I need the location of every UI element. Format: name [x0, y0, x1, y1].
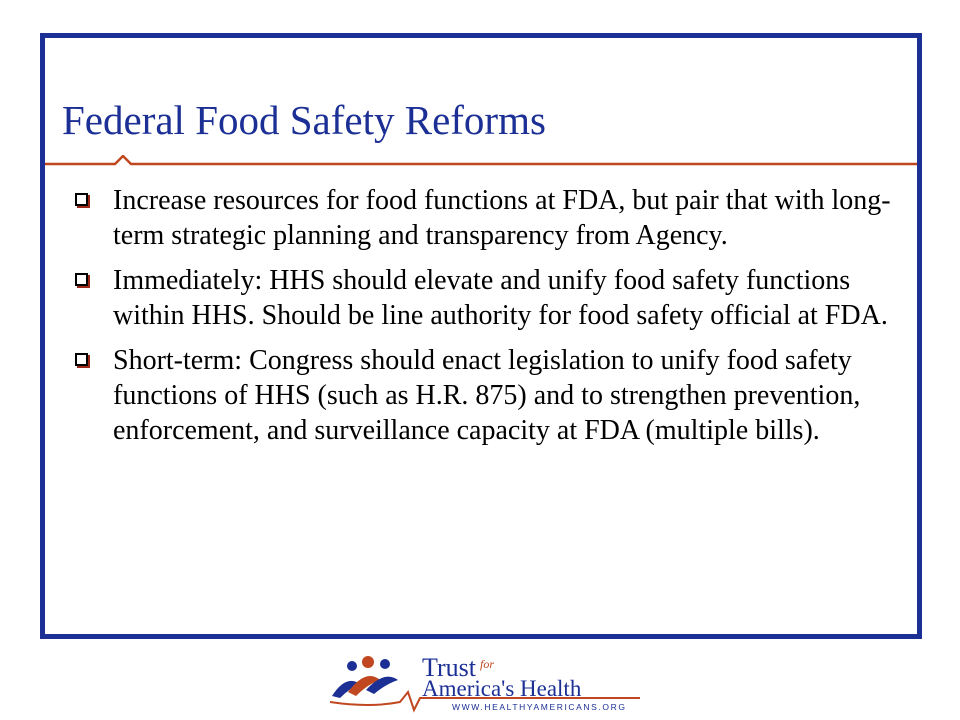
people-figures-icon	[332, 656, 398, 698]
title-rule	[45, 155, 917, 173]
bullet-text: Immediately: HHS should elevate and unify food safety functions within HHS. Should be line authority for food safety official at FDA.	[113, 265, 888, 331]
bullet-item	[65, 263, 905, 333]
bullet-item	[65, 183, 905, 253]
bullet-item	[65, 343, 905, 448]
bullet-list	[65, 183, 905, 458]
brand-americas-health: America's Health	[422, 676, 582, 701]
bullet-text: Increase resources for food functions at FDA, but pair that with long-term strategic planning and transparency from Agency.	[113, 185, 891, 251]
brand-trust: Trust	[422, 653, 476, 682]
bullet-text: Short-term: Congress should enact legislation to unify food safety functions of HHS (such as H.R. 875) and to strengthen prevention, enforcement, and surveillance capacity at FDA (multiple bills).	[113, 345, 861, 446]
trust-for-americas-health-logo	[330, 652, 640, 714]
brand-url: WWW.HEALTHYAMERICANS.ORG	[452, 702, 627, 712]
slide-frame	[40, 33, 922, 639]
square-bullet-icon	[75, 273, 88, 286]
slide-title: Federal Food Safety Reforms	[62, 97, 546, 143]
square-bullet-icon	[75, 353, 88, 366]
brand-for: for	[480, 657, 495, 671]
square-bullet-icon	[75, 193, 88, 206]
